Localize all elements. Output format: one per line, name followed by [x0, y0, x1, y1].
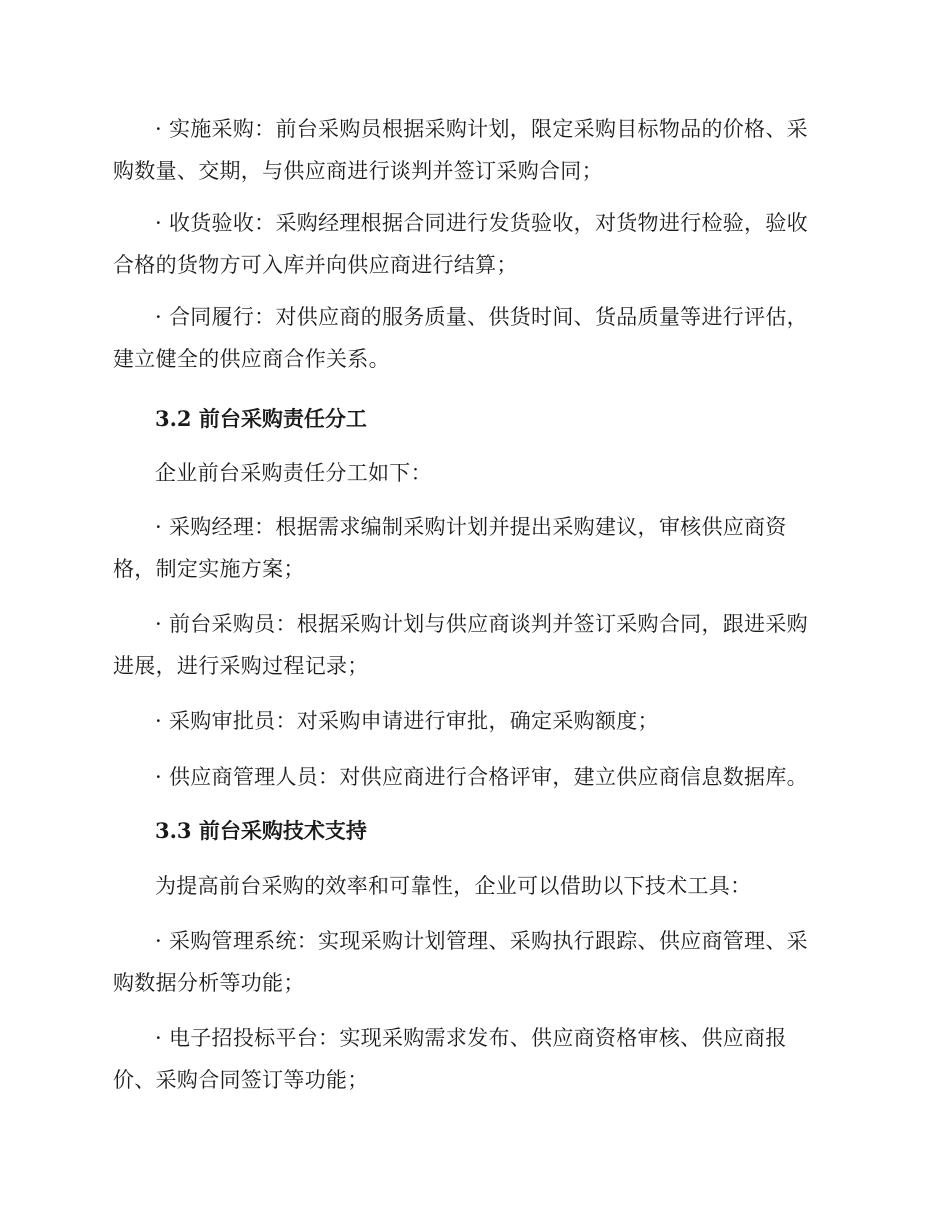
bullet-procurement-manager: · 采购经理：根据需求编制采购计划并提出采购建议，审核供应商资格，制定实施方案；: [113, 515, 787, 581]
section-heading-3-3: 3.3 前台采购技术支持: [155, 818, 367, 843]
bullet-e-bidding-platform: · 电子招投标平台：实现采购需求发布、供应商资格审核、供应商报价、采购合同签订等功能；: [113, 1026, 787, 1092]
bullet-contract-fulfillment: · 合同履行：对供应商的服务质量、供货时间、货品质量等进行评估，建立健全的供应商合作关系。: [113, 305, 808, 371]
bullet-procurement-system: · 采购管理系统：实现采购计划管理、采购执行跟踪、供应商管理、采购数据分析等功能；: [113, 929, 808, 995]
paragraph-division-intro: 企业前台采购责任分工如下：: [155, 461, 432, 485]
section-heading-3-2: 3.2 前台采购责任分工: [155, 406, 367, 431]
paragraph-tech-intro: 为提高前台采购的效率和可靠性，企业可以借助以下技术工具：: [155, 874, 752, 898]
bullet-front-buyer: · 前台采购员：根据采购计划与供应商谈判并签订采购合同，跟进采购进展，进行采购过程记录；: [113, 612, 808, 678]
bullet-receiving-inspection: · 收货验收：采购经理根据合同进行发货验收，对货物进行检验，验收合格的货物方可入库并向供应商进行结算；: [113, 211, 808, 277]
bullet-supplier-manager: · 供应商管理人员：对供应商进行合格评审，建立供应商信息数据库。: [155, 765, 808, 789]
bullet-approver: · 采购审批员：对采购申请进行审批，确定采购额度；: [155, 709, 659, 733]
bullet-implement-procurement: · 实施采购：前台采购员根据采购计划，限定采购目标物品的价格、采购数量、交期，与供应商进行谈判并签订采购合同；: [113, 117, 808, 183]
